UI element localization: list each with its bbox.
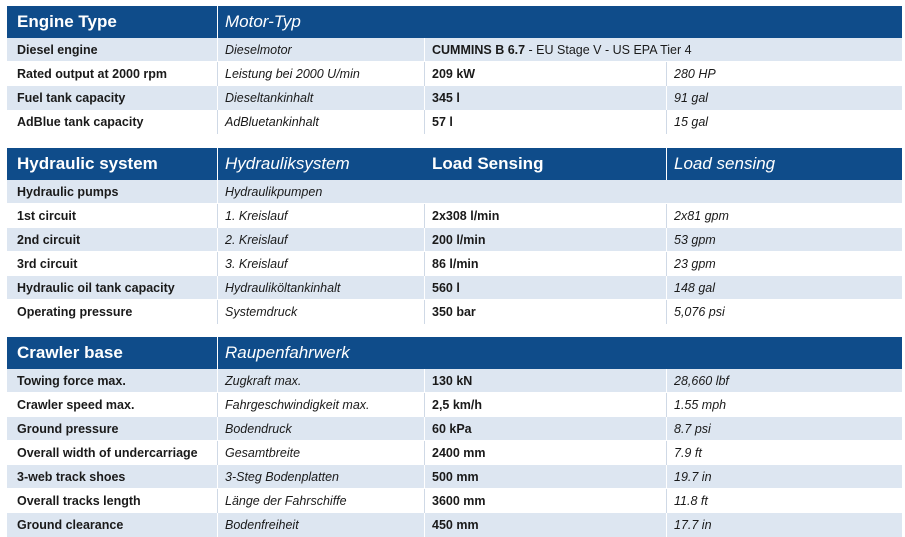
row-imperial-value: 5,076 psi <box>674 305 725 319</box>
engine-header-en: Engine Type <box>17 12 117 31</box>
hydraulic-header-type: Load Sensing <box>432 154 544 173</box>
engine-standard: - EU Stage V - US EPA Tier 4 <box>525 43 692 57</box>
row-label-de: 2. Kreislauf <box>225 233 288 247</box>
table-row <box>7 276 902 300</box>
row-label: Ground pressure <box>17 422 119 436</box>
row-imperial-value: 1.55 mph <box>674 398 727 412</box>
row-label-de: Länge der Fahrschiffe <box>225 494 347 508</box>
row-imperial-value: 7.9 ft <box>674 446 702 460</box>
row-imperial-value: 17.7 in <box>674 518 712 532</box>
row-label: 3-web track shoes <box>17 470 126 484</box>
row-label-de: Zugkraft max. <box>225 374 302 388</box>
row-label-de: Leistung bei 2000 U/min <box>225 67 360 81</box>
row-imperial-value: 2x81 gpm <box>674 209 729 223</box>
row-imperial-value: 8.7 psi <box>674 422 711 436</box>
row-label: 1st circuit <box>17 209 77 223</box>
row-metric-value: 200 l/min <box>432 233 486 247</box>
table-row <box>7 38 902 62</box>
row-metric-value: 209 kW <box>432 67 476 81</box>
table-row <box>7 86 902 110</box>
engine-model-value <box>432 38 692 62</box>
table-row <box>7 513 902 537</box>
table-row <box>7 489 902 513</box>
hydraulic-header <box>7 148 902 180</box>
row-label-de: AdBluetankinhalt <box>225 115 319 129</box>
hydraulic-section <box>7 148 902 324</box>
row-label: 3rd circuit <box>17 257 78 271</box>
crawler-header-en: Crawler base <box>17 343 123 362</box>
row-label-de: Hydrauliköltankinhalt <box>225 281 341 295</box>
row-label: Crawler speed max. <box>17 398 135 412</box>
table-row <box>7 393 902 417</box>
row-metric-value: 2400 mm <box>432 446 486 460</box>
row-metric-value: 130 kN <box>432 374 473 388</box>
row-label-de: Bodenfreiheit <box>225 518 299 532</box>
row-imperial-value: 11.8 ft <box>674 494 708 508</box>
row-label: AdBlue tank capacity <box>17 115 144 129</box>
row-label: Fuel tank capacity <box>17 91 126 105</box>
hydraulic-header-de: Hydrauliksystem <box>225 154 350 173</box>
table-row <box>7 417 902 441</box>
row-imperial-value: 53 gpm <box>674 233 716 247</box>
table-row <box>7 110 902 134</box>
row-label: Overall width of undercarriage <box>17 446 198 460</box>
table-row <box>7 228 902 252</box>
row-label-de: Hydraulikpumpen <box>225 185 323 199</box>
row-label: Overall tracks length <box>17 494 141 508</box>
row-metric-value: 350 bar <box>432 305 476 319</box>
row-metric-value: 86 l/min <box>432 257 479 271</box>
table-row <box>7 465 902 489</box>
table-row <box>7 204 902 228</box>
table-row <box>7 441 902 465</box>
row-imperial-value: 91 gal <box>674 91 709 105</box>
engine-header <box>7 6 902 38</box>
row-imperial-value: 19.7 in <box>674 470 712 484</box>
row-label-de: Bodendruck <box>225 422 292 436</box>
row-label-de: Gesamtbreite <box>225 446 301 460</box>
engine-section <box>7 6 902 134</box>
table-row <box>7 62 902 86</box>
engine-model: CUMMINS B 6.7 <box>432 43 526 57</box>
row-label: Diesel engine <box>17 43 98 57</box>
row-label: Operating pressure <box>17 305 133 319</box>
row-imperial-value: 23 gpm <box>674 257 716 271</box>
crawler-header <box>7 337 902 369</box>
row-label-de: Systemdruck <box>225 305 298 319</box>
table-row <box>7 252 902 276</box>
row-metric-value: 3600 mm <box>432 494 486 508</box>
table-row <box>7 180 902 204</box>
hydraulic-header-type-de: Load sensing <box>674 154 776 173</box>
row-metric-value: 560 l <box>432 281 460 295</box>
row-label: 2nd circuit <box>17 233 81 247</box>
row-imperial-value: 148 gal <box>674 281 716 295</box>
row-metric-value: 500 mm <box>432 470 479 484</box>
row-label: Hydraulic pumps <box>17 185 119 199</box>
table-row <box>7 300 902 324</box>
row-label: Rated output at 2000 rpm <box>17 67 168 81</box>
row-imperial-value: 28,660 lbf <box>674 374 729 388</box>
row-label-de: Dieseltankinhalt <box>225 91 314 105</box>
row-metric-value: 2x308 l/min <box>432 209 500 223</box>
row-imperial-value: 15 gal <box>674 115 709 129</box>
row-metric-value: 345 l <box>432 91 460 105</box>
crawler-header-de: Raupenfahrwerk <box>225 343 350 362</box>
row-label: Ground clearance <box>17 518 124 532</box>
row-label: Towing force max. <box>17 374 126 388</box>
row-label-de: Dieselmotor <box>225 43 292 57</box>
row-metric-value: 2,5 km/h <box>432 398 483 412</box>
row-imperial-value: 280 HP <box>674 67 716 81</box>
crawler-section <box>7 337 902 537</box>
table-row <box>7 369 902 393</box>
row-label: Hydraulic oil tank capacity <box>17 281 175 295</box>
row-label-de: 3. Kreislauf <box>225 257 288 271</box>
row-label-de: Fahrgeschwindigkeit max. <box>225 398 370 412</box>
hydraulic-header-en: Hydraulic system <box>17 154 158 173</box>
row-metric-value: 60 kPa <box>432 422 472 436</box>
row-label-de: 3-Steg Bodenplatten <box>225 470 339 484</box>
engine-header-de: Motor-Typ <box>225 12 301 31</box>
row-metric-value: 450 mm <box>432 518 479 532</box>
row-metric-value: 57 l <box>432 115 453 129</box>
row-label-de: 1. Kreislauf <box>225 209 288 223</box>
